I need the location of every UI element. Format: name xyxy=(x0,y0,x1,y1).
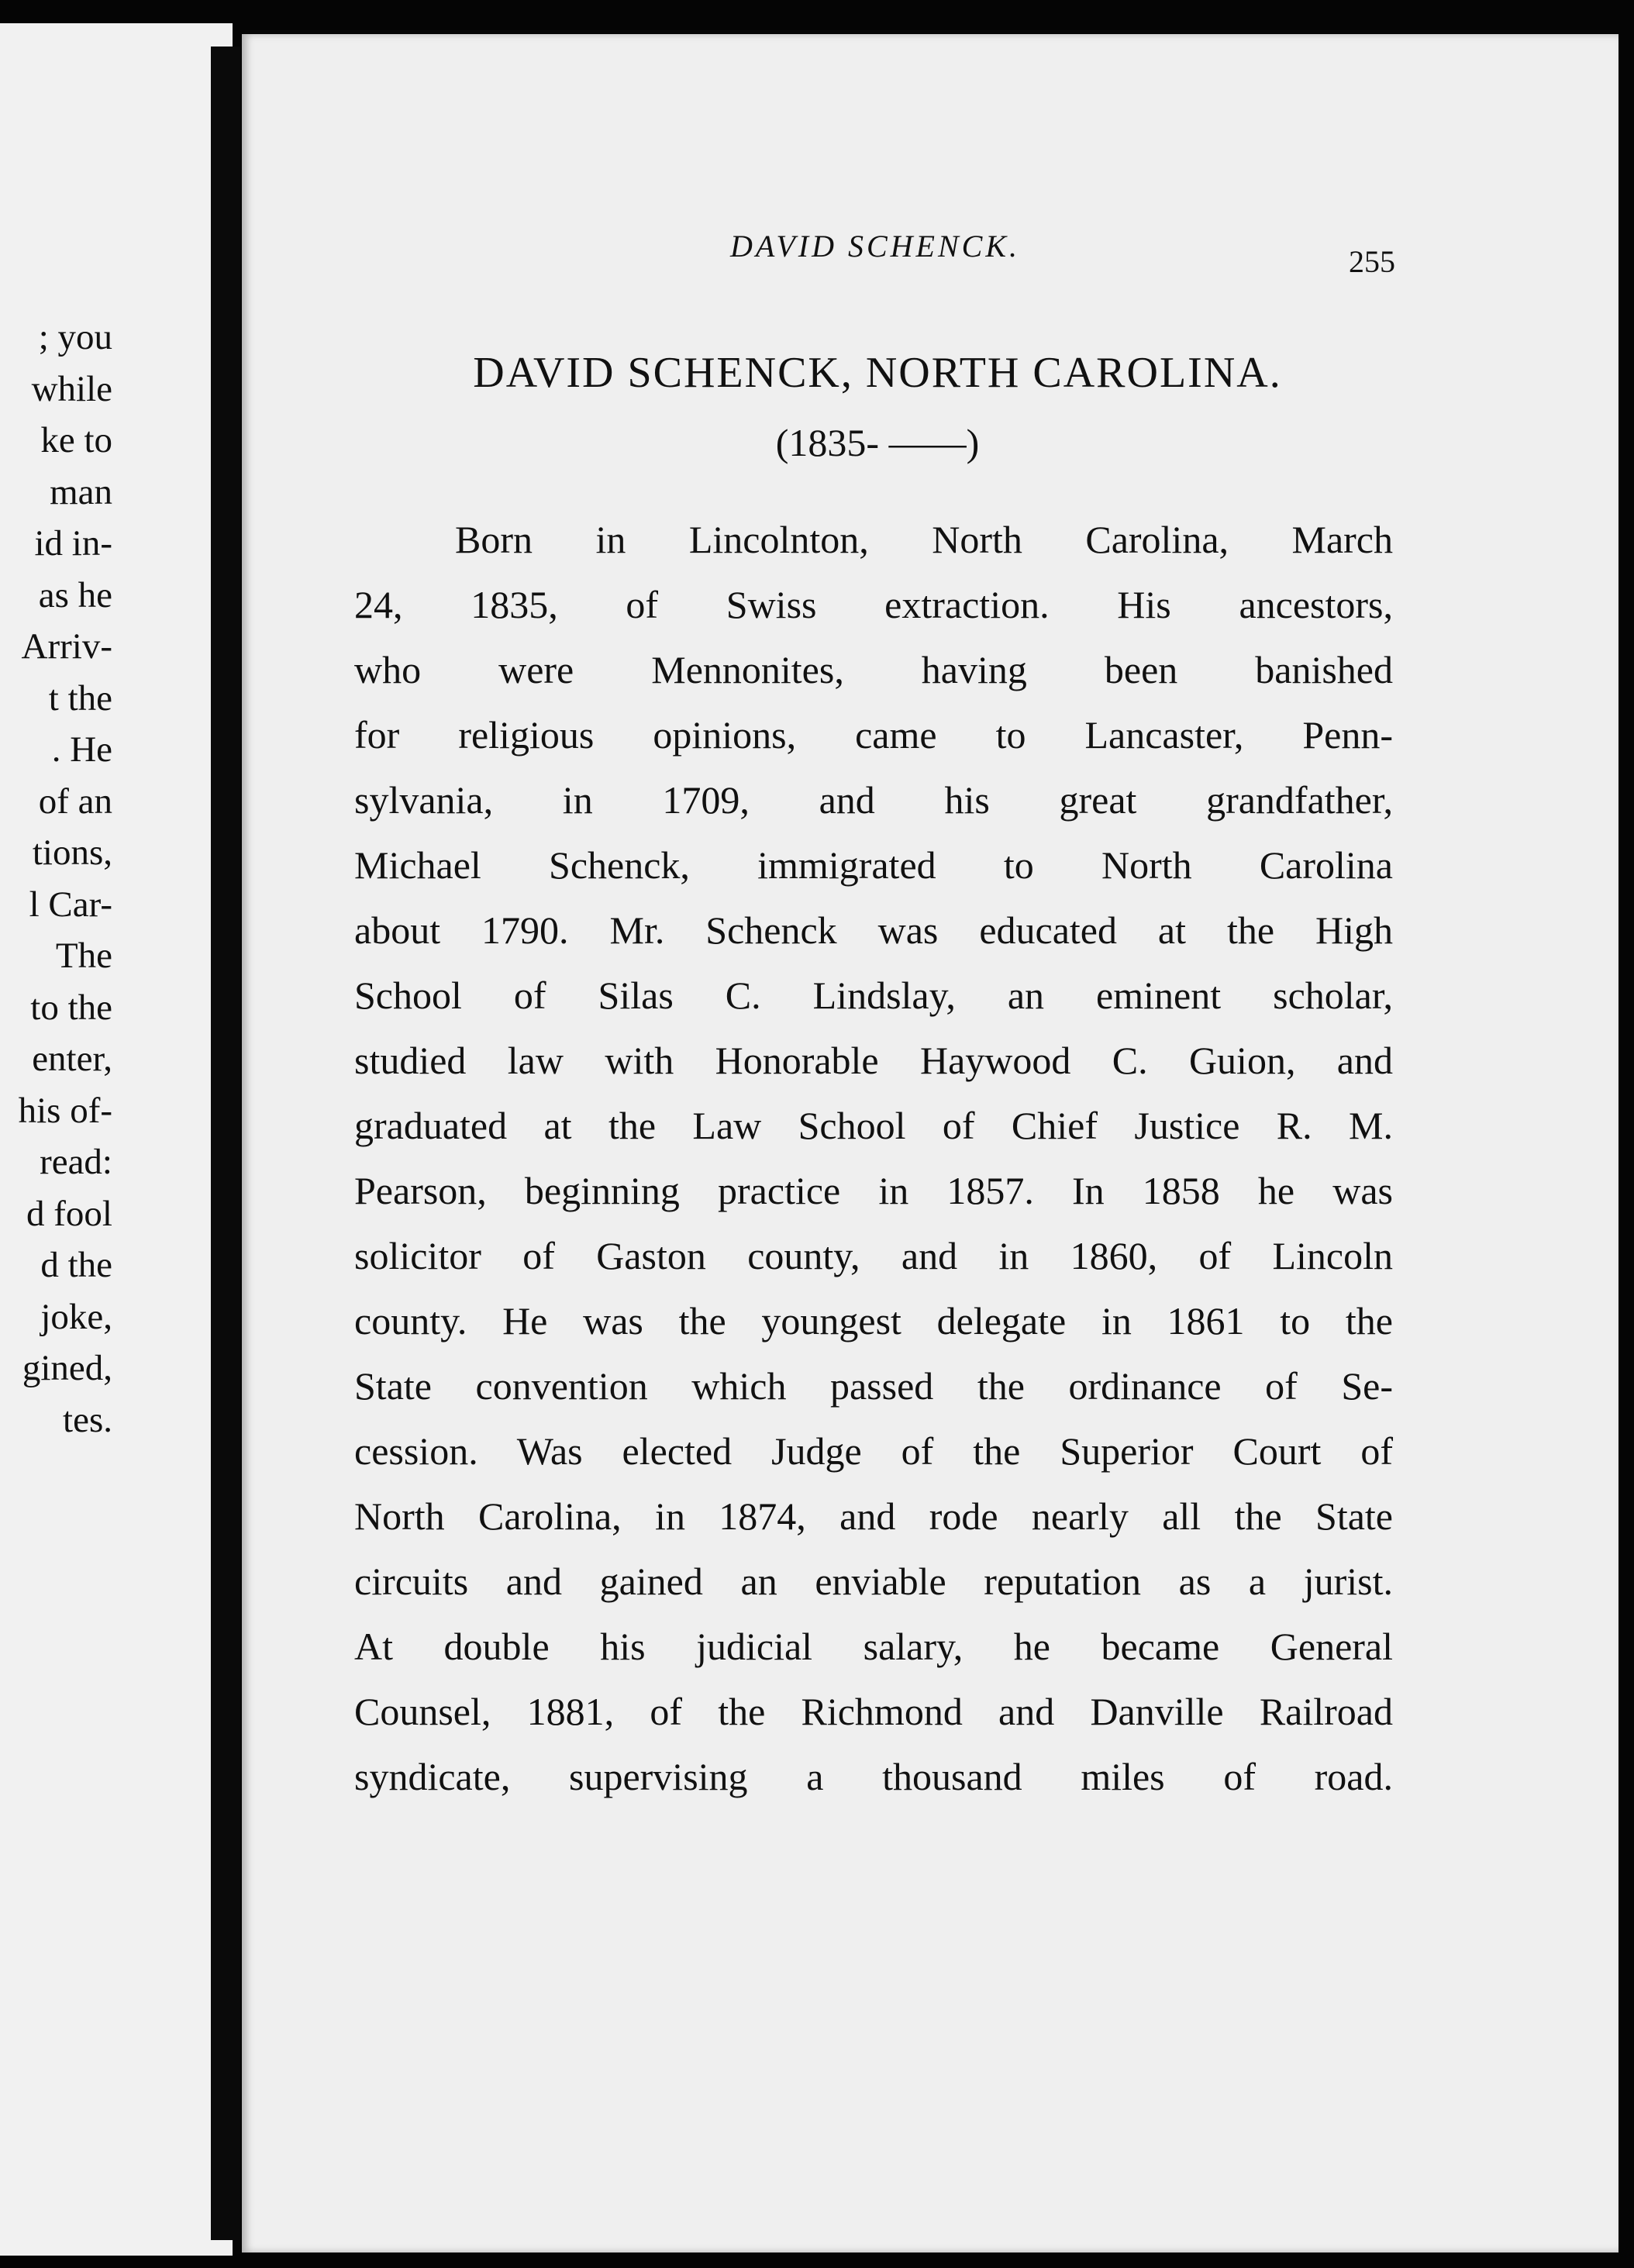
chapter-title: DAVID SCHENCK, NORTH CAROLINA. xyxy=(473,349,1282,397)
text-line: State convention which passed the ordinance of Se- xyxy=(354,1364,1393,1408)
text-line: county. He was the youngest delegate in 1861 to the xyxy=(354,1299,1393,1343)
text-line: graduated at the Law School of Chief Justice R. M. xyxy=(354,1104,1393,1147)
text-line: sylvania, in 1709, and his great grandfather, xyxy=(354,778,1393,822)
text-line: for religious opinions, came to Lancaster, Penn- xyxy=(354,713,1393,757)
body-paragraph xyxy=(354,507,1393,1809)
text-line: Counsel, 1881, of the Richmond and Danville Railroad xyxy=(354,1690,1393,1733)
text-line: studied law with Honorable Haywood C. Guion, and xyxy=(354,1039,1393,1082)
left-line: t the xyxy=(48,677,112,719)
left-line: as he xyxy=(38,574,112,615)
left-line: d fool xyxy=(26,1193,112,1234)
text-line: 24, 1835, of Swiss extraction. His ancestors, xyxy=(354,583,1393,626)
left-line: of an xyxy=(38,781,112,822)
left-line: Arriv- xyxy=(21,626,112,667)
current-page xyxy=(242,34,1618,2252)
text-line: about 1790. Mr. Schenck was educated at the High xyxy=(354,908,1393,952)
left-line: his of- xyxy=(18,1090,112,1131)
left-line: d the xyxy=(40,1245,112,1285)
previous-page-text xyxy=(0,312,112,1446)
left-line: while xyxy=(31,368,112,409)
previous-page-fragment xyxy=(0,23,233,2256)
left-line: The xyxy=(55,936,112,976)
page-number: 255 xyxy=(1349,244,1395,279)
text-line: who were Mennonites, having been banished xyxy=(354,648,1393,691)
left-line: enter, xyxy=(32,1039,112,1079)
left-line: tions, xyxy=(32,832,112,873)
text-line: Born in Lincolnton, North Carolina, March xyxy=(455,518,1393,561)
text-line: At double his judicial salary, he became General xyxy=(354,1625,1393,1668)
left-line: to the xyxy=(30,987,112,1028)
left-line: id in- xyxy=(34,523,112,564)
life-dates: (1835- ——) xyxy=(775,421,980,464)
left-line: man xyxy=(50,471,112,512)
running-head: DAVID SCHENCK. xyxy=(730,229,1021,264)
left-line: tes. xyxy=(63,1399,112,1440)
book-spine xyxy=(211,47,240,2240)
left-line: ke to xyxy=(40,420,112,460)
text-line: Michael Schenck, immigrated to North Carolina xyxy=(354,843,1393,887)
text-line: North Carolina, in 1874, and rode nearly all the State xyxy=(354,1494,1393,1538)
left-line: gined, xyxy=(22,1348,112,1388)
left-line: l Car- xyxy=(29,884,112,925)
text-line: Pearson, beginning practice in 1857. In 1858 he was xyxy=(354,1169,1393,1212)
left-line: ; you xyxy=(38,317,112,357)
text-line: syndicate, supervising a thousand miles of road. xyxy=(354,1755,1393,1798)
text-line: cession. Was elected Judge of the Superior Court of xyxy=(354,1429,1393,1473)
text-line: circuits and gained an enviable reputation as a jurist. xyxy=(354,1560,1393,1603)
left-line: joke, xyxy=(40,1296,112,1337)
text-line: School of Silas C. Lindslay, an eminent scholar, xyxy=(354,974,1393,1017)
left-line: read: xyxy=(40,1142,112,1182)
text-line: solicitor of Gaston county, and in 1860, of Lincoln xyxy=(354,1234,1393,1277)
left-line: . He xyxy=(51,729,112,770)
